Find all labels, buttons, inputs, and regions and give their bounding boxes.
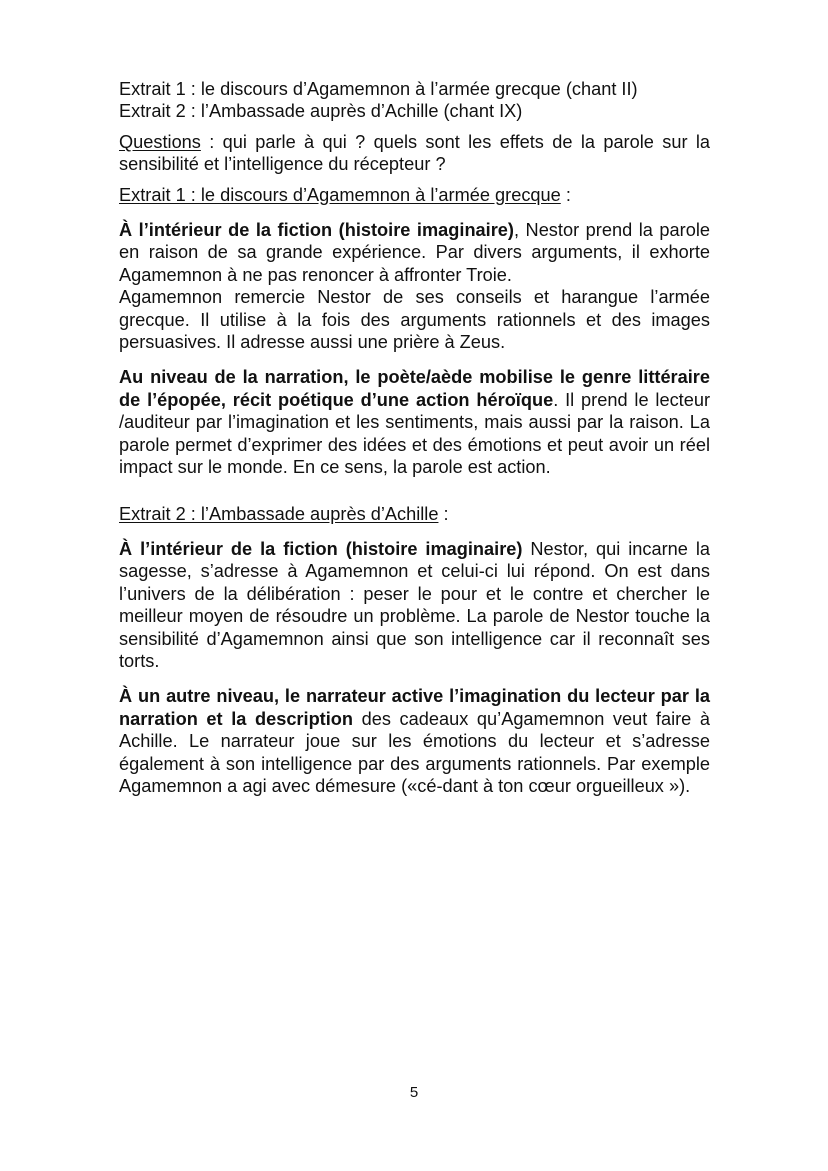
questions-paragraph: [119, 131, 710, 176]
extract-2-heading-text: Extrait 2 : l’Ambassade auprès d’Achille: [119, 503, 439, 524]
extract-2-narrator-bold: À un autre niveau, le narrateur active l’imagination du lecteur par la narration et la description: [119, 686, 710, 729]
extract-2-narrator-text: des cadeaux qu’Agamemnon veut faire à Achille. Le narrateur joue sur les émotions du lecteur et s’adresse également à son intelligence par des arguments rationnels. Par exemple Agamemnon a agi avec démesure («cé-dant à ton cœur orgueilleux »).: [119, 708, 710, 796]
extract-1-paragraph-1: [119, 219, 710, 286]
extract-1-heading-text: Extrait 1 : le discours d’Agamemnon à l’armée grecque: [119, 184, 561, 205]
extract-1-narration-text: . Il prend le lecteur /auditeur par l’imagination et les sentiments, mais aussi par la raison. La parole permet d’exprimer des idées et des émotions et peut avoir un réel impact sur le monde. En ce sens, la parole est action.: [119, 389, 710, 478]
extract-1-fiction-bold: À l’intérieur de la fiction (histoire imaginaire): [119, 220, 514, 241]
extract-1-heading-suffix: :: [560, 184, 571, 205]
extract-2-heading-suffix: :: [438, 503, 449, 524]
extract-1-narration-bold: Au niveau de la narration, le poète/aède mobilise le genre littéraire de l’épopée, récit poétique d’une action héroïque: [119, 367, 710, 410]
extract-2-title: Extrait 2 : l’Ambassade auprès d’Achille (chant IX): [119, 101, 523, 122]
extract-2-fiction-text: Nestor, qui incarne la sagesse, s’adresse à Agamemnon et celui-ci lui répond. On est dans l’univers de la délibération : peser le pour et le contre et chercher le meilleur moyen de résoudre un problème. La parole de Nestor touche la sensibilité d’Agamemnon ainsi que son intelligence car il reconnaît ses torts.: [119, 538, 710, 671]
page-number: 5: [409, 1084, 419, 1101]
questions-text: : qui parle à qui ? quels sont les effets de la parole sur la sensibilité et l’intelligence du récepteur ?: [119, 131, 710, 175]
extract-2-paragraph-2: [119, 685, 710, 797]
document-page: [119, 78, 710, 797]
extract-1-paragraph-2: [119, 366, 710, 478]
extract-1-fiction-text: , Nestor prend la parole en raison de sa grande expérience. Par divers arguments, il exhorte Agamemnon à ne pas renoncer à affronter Troie.: [119, 220, 710, 285]
extract-2-paragraph-1: [119, 538, 710, 672]
extract-1-paragraph-1-continued: Agamemnon remercie Nestor de ses conseils et harangue l’armée grecque. Il utilise à la fois des arguments rationnels et des images persuasives. Il adresse aussi une prière à Zeus.: [119, 287, 710, 353]
questions-label: Questions: [119, 131, 201, 152]
extract-1-heading: [119, 184, 710, 206]
extract-1-title: Extrait 1 : le discours d’Agamemnon à l’armée grecque (chant II): [119, 79, 638, 99]
extract-2-heading: [119, 503, 710, 525]
extract-2-fiction-bold: À l’intérieur de la fiction (histoire imaginaire): [119, 538, 523, 559]
